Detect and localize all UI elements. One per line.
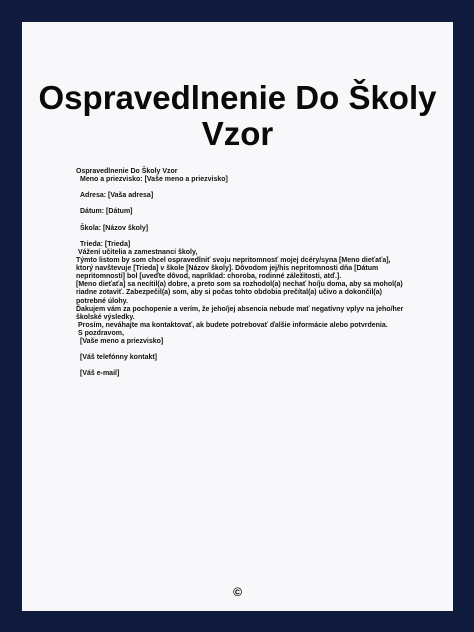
document-heading: Ospravedlnenie Do Školy Vzor: [38, 79, 437, 152]
letter-body: [76, 168, 406, 378]
paragraph-thanks: Ďakujem vám za pochopenie a verím, že jeho/jej absencia nebude mať negatívny vplyv na jeho/her školské výsledky.: [76, 305, 404, 321]
closing: S pozdravom,: [78, 329, 124, 337]
paragraph-reason: Týmto listom by som chcel ospravedlniť svoju nepritomnosť mojej dcéry/syna [Meno dieťaťa], ktorý navštevuje [Trieda] v škole [Názov školy]. Dôvodom jej/his nepritomnosti dňa [Dátum nepritomnosti] bol [uveďte dôvod, napríklad: choroba, rodinné záležitosti, atď.].: [76, 257, 391, 281]
copyright-icon: ©: [233, 585, 242, 599]
paragraph-contact: Prosím, neváhajte ma kontaktovať, ak budete potrebovať ďalšie informácie alebo potvrdenia.: [78, 321, 388, 329]
school-field: Škola: [Názov školy]: [80, 224, 149, 232]
email-contact: [Váš e-mail]: [80, 370, 120, 378]
salutation: Vážení učitelia a zamestnanci školy,: [78, 248, 198, 256]
date-field: Dátum: [Dátum]: [80, 208, 133, 216]
signature-name: [Vaše meno a priezvisko]: [80, 337, 164, 345]
document-page: [22, 22, 453, 611]
letter-title: Ospravedlnenie Do Školy Vzor: [76, 168, 178, 175]
name-field: Meno a priezvisko: [Vaše meno a priezvisko]: [80, 176, 228, 184]
address-field: Adresa: [Vaša adresa]: [80, 192, 154, 200]
phone-contact: [Váš telefónny kontakt]: [80, 354, 158, 362]
class-field: Trieda: [Trieda]: [80, 240, 131, 248]
paragraph-recovery: [Meno dieťaťa] sa necítil(a) dobre, a preto som sa rozhodol(a) nechať ho/ju doma, aby sa mohol(a) riadne zotaviť. Zabezpečil(a) som, aby si počas tohto obdobia prečítal(a) učivo a dokončil(a) potrebné úlohy.: [76, 281, 403, 305]
